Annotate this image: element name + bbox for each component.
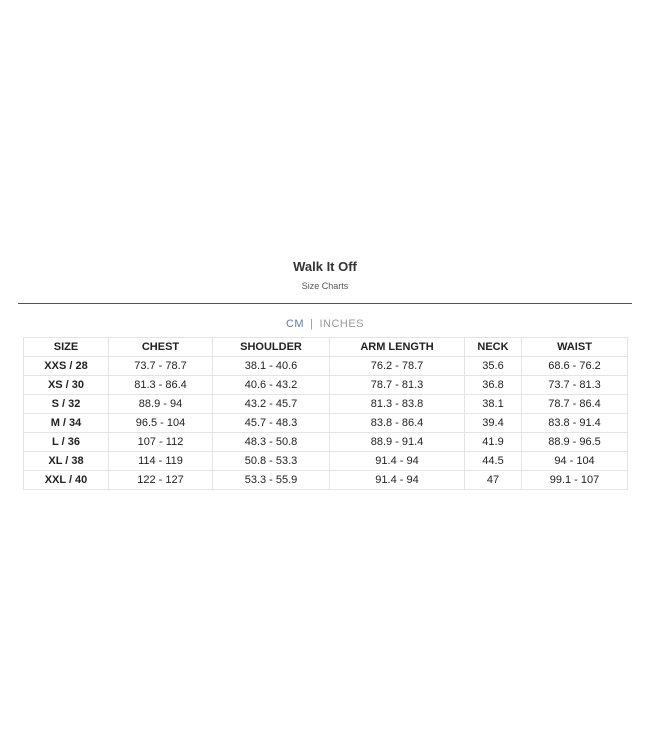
column-header-size: SIZE — [24, 338, 109, 357]
neck-cell: 47 — [465, 471, 522, 490]
arm-length-cell: 78.7 - 81.3 — [330, 376, 465, 395]
arm-length-cell: 81.3 - 83.8 — [330, 395, 465, 414]
arm-length-cell: 76.2 - 78.7 — [330, 357, 465, 376]
neck-cell: 35.6 — [465, 357, 522, 376]
column-header-arm-length: ARM LENGTH — [330, 338, 465, 357]
size-cell: XXL / 40 — [24, 471, 109, 490]
size-cell: XXS / 28 — [24, 357, 109, 376]
unit-cm-toggle[interactable]: CM — [285, 318, 305, 330]
waist-cell: 99.1 - 107 — [522, 471, 628, 490]
size-cell: S / 32 — [24, 395, 109, 414]
column-header-chest: CHEST — [109, 338, 213, 357]
unit-separator: | — [310, 318, 314, 330]
shoulder-cell: 43.2 - 45.7 — [213, 395, 330, 414]
neck-cell: 44.5 — [465, 452, 522, 471]
column-header-shoulder: SHOULDER — [213, 338, 330, 357]
chest-cell: 114 - 119 — [109, 452, 213, 471]
arm-length-cell: 91.4 - 94 — [330, 452, 465, 471]
shoulder-cell: 50.8 - 53.3 — [213, 452, 330, 471]
table-row — [24, 357, 628, 376]
shoulder-cell: 53.3 - 55.9 — [213, 471, 330, 490]
chest-cell: 81.3 - 86.4 — [109, 376, 213, 395]
table-row — [24, 471, 628, 490]
chest-cell: 107 - 112 — [109, 433, 213, 452]
shoulder-cell: 45.7 - 48.3 — [213, 414, 330, 433]
header-divider — [18, 303, 632, 304]
size-chart-table — [23, 337, 628, 490]
neck-cell: 36.8 — [465, 376, 522, 395]
waist-cell: 78.7 - 86.4 — [522, 395, 628, 414]
size-cell: M / 34 — [24, 414, 109, 433]
size-cell: L / 36 — [24, 433, 109, 452]
table-row — [24, 395, 628, 414]
column-header-waist: WAIST — [522, 338, 628, 357]
size-cell: XL / 38 — [24, 452, 109, 471]
table-row — [24, 376, 628, 395]
waist-cell: 88.9 - 96.5 — [522, 433, 628, 452]
unit-inches-toggle[interactable]: INCHES — [319, 318, 365, 330]
chest-cell: 73.7 - 78.7 — [109, 357, 213, 376]
column-header-neck: NECK — [465, 338, 522, 357]
shoulder-cell: 38.1 - 40.6 — [213, 357, 330, 376]
neck-cell: 38.1 — [465, 395, 522, 414]
unit-toggle — [0, 318, 650, 330]
waist-cell: 94 - 104 — [522, 452, 628, 471]
table-row — [24, 452, 628, 471]
neck-cell: 41.9 — [465, 433, 522, 452]
shoulder-cell: 48.3 - 50.8 — [213, 433, 330, 452]
chest-cell: 122 - 127 — [109, 471, 213, 490]
table-row — [24, 414, 628, 433]
page-title: Walk It Off — [293, 259, 357, 274]
table-row — [24, 433, 628, 452]
arm-length-cell: 88.9 - 91.4 — [330, 433, 465, 452]
size-cell: XS / 30 — [24, 376, 109, 395]
waist-cell: 83.8 - 91.4 — [522, 414, 628, 433]
arm-length-cell: 91.4 - 94 — [330, 471, 465, 490]
chest-cell: 96.5 - 104 — [109, 414, 213, 433]
shoulder-cell: 40.6 - 43.2 — [213, 376, 330, 395]
neck-cell: 39.4 — [465, 414, 522, 433]
table-header-row — [24, 338, 628, 357]
page-subtitle: Size Charts — [301, 281, 349, 291]
waist-cell: 68.6 - 76.2 — [522, 357, 628, 376]
waist-cell: 73.7 - 81.3 — [522, 376, 628, 395]
arm-length-cell: 83.8 - 86.4 — [330, 414, 465, 433]
chest-cell: 88.9 - 94 — [109, 395, 213, 414]
